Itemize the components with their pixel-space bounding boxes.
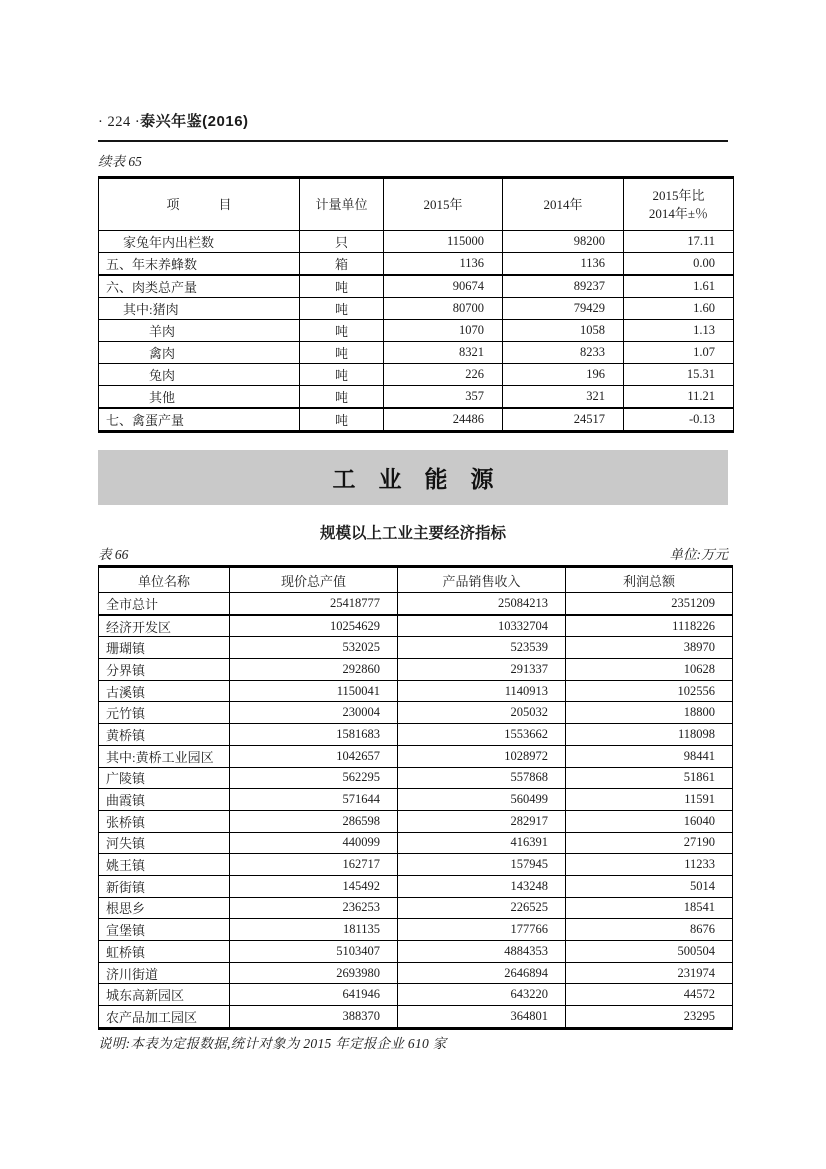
item-label: 其中:猪肉 — [99, 298, 300, 320]
table66-row — [99, 984, 733, 1006]
unit-name: 城东高新园区 — [99, 984, 230, 1006]
section-title-banner — [98, 450, 728, 505]
total-profit: 2351209 — [566, 593, 733, 615]
gross-output-value: 5103407 — [230, 941, 398, 963]
table66-title: 规模以上工业主要经济指标 — [319, 525, 506, 542]
table65-row — [99, 253, 734, 276]
value-2014: 24517 — [503, 408, 624, 432]
total-profit: 44572 — [566, 984, 733, 1006]
value-2014: 89237 — [503, 275, 624, 298]
unit-value: 吨 — [300, 342, 384, 364]
table66-label: 表 66 — [98, 547, 129, 562]
table66-header-name: 单位名称 — [99, 567, 230, 593]
gross-output-value: 1581683 — [230, 724, 398, 746]
total-profit: 5014 — [566, 875, 733, 897]
value-2014: 98200 — [503, 231, 624, 253]
total-profit: 18541 — [566, 897, 733, 919]
total-profit: 16040 — [566, 810, 733, 832]
table65-row — [99, 320, 734, 342]
table66-row — [99, 767, 733, 789]
gross-output-value: 181135 — [230, 919, 398, 941]
table65-continuation-label: 续表 65 — [98, 154, 142, 169]
unit-name: 济川街道 — [99, 962, 230, 984]
gross-output-value: 562295 — [230, 767, 398, 789]
total-profit: 10628 — [566, 659, 733, 681]
sales-revenue: 364801 — [398, 1006, 566, 1029]
value-2015: 357 — [384, 386, 503, 409]
unit-value: 吨 — [300, 320, 384, 342]
sales-revenue: 205032 — [398, 702, 566, 724]
total-profit: 27190 — [566, 832, 733, 854]
table65-header-2014: 2014年 — [503, 178, 624, 231]
value-2014: 1058 — [503, 320, 624, 342]
table65-header-pct — [624, 178, 734, 231]
table66-row — [99, 962, 733, 984]
unit-value: 吨 — [300, 364, 384, 386]
table65-body — [99, 231, 734, 432]
unit-name: 广陵镇 — [99, 767, 230, 789]
sales-revenue: 143248 — [398, 875, 566, 897]
table66-footnote: 说明:本表为定报数据,统计对象为 2015 年定报企业 610 家 — [98, 1036, 447, 1051]
table66-row — [99, 1006, 733, 1029]
table65-header — [99, 178, 734, 231]
table66-row — [99, 724, 733, 746]
item-label: 禽肉 — [99, 342, 300, 364]
item-label: 五、年末养蜂数 — [99, 253, 300, 276]
total-profit: 38970 — [566, 637, 733, 659]
table66-header-profit: 利润总额 — [566, 567, 733, 593]
gross-output-value: 236253 — [230, 897, 398, 919]
table66-row — [99, 854, 733, 876]
total-profit: 23295 — [566, 1006, 733, 1029]
sales-revenue: 643220 — [398, 984, 566, 1006]
table65-row — [99, 298, 734, 320]
sales-revenue: 10332704 — [398, 615, 566, 637]
item-label: 其他 — [99, 386, 300, 409]
gross-output-value: 1150041 — [230, 680, 398, 702]
sales-revenue: 557868 — [398, 767, 566, 789]
page-header — [98, 110, 728, 131]
unit-name: 全市总计 — [99, 593, 230, 615]
unit-name: 元竹镇 — [99, 702, 230, 724]
table65-row — [99, 408, 734, 432]
value-pct-change: 0.00 — [624, 253, 734, 276]
table65-livestock-continued — [98, 176, 734, 433]
value-2014: 321 — [503, 386, 624, 409]
unit-name: 姚王镇 — [99, 854, 230, 876]
table66-row — [99, 593, 733, 615]
sales-revenue: 1553662 — [398, 724, 566, 746]
unit-name: 珊瑚镇 — [99, 637, 230, 659]
table65-row — [99, 364, 734, 386]
gross-output-value: 10254629 — [230, 615, 398, 637]
value-pct-change: 1.61 — [624, 275, 734, 298]
total-profit: 11591 — [566, 789, 733, 811]
table66-row — [99, 941, 733, 963]
value-pct-change: 15.31 — [624, 364, 734, 386]
gross-output-value: 286598 — [230, 810, 398, 832]
unit-name: 曲霞镇 — [99, 789, 230, 811]
value-pct-change: 1.60 — [624, 298, 734, 320]
table65-header-unit: 计量单位 — [300, 178, 384, 231]
gross-output-value: 230004 — [230, 702, 398, 724]
total-profit: 102556 — [566, 680, 733, 702]
sales-revenue: 282917 — [398, 810, 566, 832]
unit-value: 只 — [300, 231, 384, 253]
value-pct-change: 1.13 — [624, 320, 734, 342]
table66-row — [99, 875, 733, 897]
unit-name: 分界镇 — [99, 659, 230, 681]
total-profit: 51861 — [566, 767, 733, 789]
value-2015: 1070 — [384, 320, 503, 342]
unit-value: 吨 — [300, 275, 384, 298]
gross-output-value: 571644 — [230, 789, 398, 811]
section-title: 工 业 能 源 — [332, 466, 494, 492]
unit-name: 其中:黄桥工业园区 — [99, 745, 230, 767]
table65-header-2015: 2015年 — [384, 178, 503, 231]
unit-name: 古溪镇 — [99, 680, 230, 702]
gross-output-value: 25418777 — [230, 593, 398, 615]
item-label: 家兔年内出栏数 — [99, 231, 300, 253]
table65-header-item: 项 目 — [99, 178, 300, 231]
sales-revenue: 2646894 — [398, 962, 566, 984]
table66-row — [99, 702, 733, 724]
sales-revenue: 177766 — [398, 919, 566, 941]
table66-row — [99, 919, 733, 941]
unit-name: 根思乡 — [99, 897, 230, 919]
header-rule — [98, 140, 728, 142]
total-profit: 11233 — [566, 854, 733, 876]
unit-name: 张桥镇 — [99, 810, 230, 832]
unit-value: 箱 — [300, 253, 384, 276]
unit-name: 黄桥镇 — [99, 724, 230, 746]
gross-output-value: 145492 — [230, 875, 398, 897]
item-label: 羊肉 — [99, 320, 300, 342]
table66-row — [99, 637, 733, 659]
book-title: 泰兴年鉴(2016) — [140, 113, 249, 130]
table65-row — [99, 231, 734, 253]
table65-row — [99, 342, 734, 364]
value-2014: 1136 — [503, 253, 624, 276]
unit-name: 农产品加工园区 — [99, 1006, 230, 1029]
sales-revenue: 1028972 — [398, 745, 566, 767]
table65-row — [99, 386, 734, 409]
value-2015: 115000 — [384, 231, 503, 253]
sales-revenue: 25084213 — [398, 593, 566, 615]
value-2015: 24486 — [384, 408, 503, 432]
value-2014: 79429 — [503, 298, 624, 320]
table65-header-pct-line2: 2014年±％ — [648, 205, 709, 221]
gross-output-value: 440099 — [230, 832, 398, 854]
value-2014: 196 — [503, 364, 624, 386]
unit-name: 河失镇 — [99, 832, 230, 854]
value-2015: 90674 — [384, 275, 503, 298]
table66-header-sales: 产品销售收入 — [398, 567, 566, 593]
unit-value: 吨 — [300, 386, 384, 409]
value-2015: 226 — [384, 364, 503, 386]
table66-row — [99, 789, 733, 811]
total-profit: 118098 — [566, 724, 733, 746]
sales-revenue: 560499 — [398, 789, 566, 811]
sales-revenue: 226525 — [398, 897, 566, 919]
unit-name: 经济开发区 — [99, 615, 230, 637]
table66-row — [99, 659, 733, 681]
table66-row — [99, 810, 733, 832]
table66-unit-label: 单位:万元 — [669, 547, 728, 562]
gross-output-value: 162717 — [230, 854, 398, 876]
unit-name: 虹桥镇 — [99, 941, 230, 963]
table66-header-output: 现价总产值 — [230, 567, 398, 593]
item-label: 七、禽蛋产量 — [99, 408, 300, 432]
sales-revenue: 4884353 — [398, 941, 566, 963]
gross-output-value: 532025 — [230, 637, 398, 659]
table65-header-pct-line1: 2015年比 — [652, 187, 705, 203]
page-number: · 224 · — [98, 114, 141, 130]
gross-output-value: 2693980 — [230, 962, 398, 984]
table66-row — [99, 680, 733, 702]
total-profit: 98441 — [566, 745, 733, 767]
total-profit: 231974 — [566, 962, 733, 984]
sales-revenue: 157945 — [398, 854, 566, 876]
gross-output-value: 388370 — [230, 1006, 398, 1029]
value-pct-change: 1.07 — [624, 342, 734, 364]
value-2014: 8233 — [503, 342, 624, 364]
table66-row — [99, 745, 733, 767]
table65-row — [99, 275, 734, 298]
table66-row — [99, 897, 733, 919]
value-pct-change: 17.11 — [624, 231, 734, 253]
total-profit: 18800 — [566, 702, 733, 724]
value-2015: 8321 — [384, 342, 503, 364]
gross-output-value: 641946 — [230, 984, 398, 1006]
unit-value: 吨 — [300, 298, 384, 320]
value-2015: 80700 — [384, 298, 503, 320]
table66-header-row — [99, 567, 733, 593]
table66-row — [99, 832, 733, 854]
unit-value: 吨 — [300, 408, 384, 432]
sales-revenue: 1140913 — [398, 680, 566, 702]
table66-body — [99, 593, 733, 1029]
total-profit: 500504 — [566, 941, 733, 963]
sales-revenue: 523539 — [398, 637, 566, 659]
gross-output-value: 292860 — [230, 659, 398, 681]
table66-row — [99, 615, 733, 637]
value-pct-change: -0.13 — [624, 408, 734, 432]
table66-meta-row — [98, 543, 728, 563]
value-pct-change: 11.21 — [624, 386, 734, 409]
item-label: 六、肉类总产量 — [99, 275, 300, 298]
table66-industry-indicators — [98, 565, 733, 1030]
sales-revenue: 416391 — [398, 832, 566, 854]
total-profit: 1118226 — [566, 615, 733, 637]
sales-revenue: 291337 — [398, 659, 566, 681]
unit-name: 宣堡镇 — [99, 919, 230, 941]
table65-header-row — [99, 178, 734, 231]
table66-header — [99, 567, 733, 593]
gross-output-value: 1042657 — [230, 745, 398, 767]
unit-name: 新街镇 — [99, 875, 230, 897]
value-2015: 1136 — [384, 253, 503, 276]
item-label: 兔肉 — [99, 364, 300, 386]
total-profit: 8676 — [566, 919, 733, 941]
